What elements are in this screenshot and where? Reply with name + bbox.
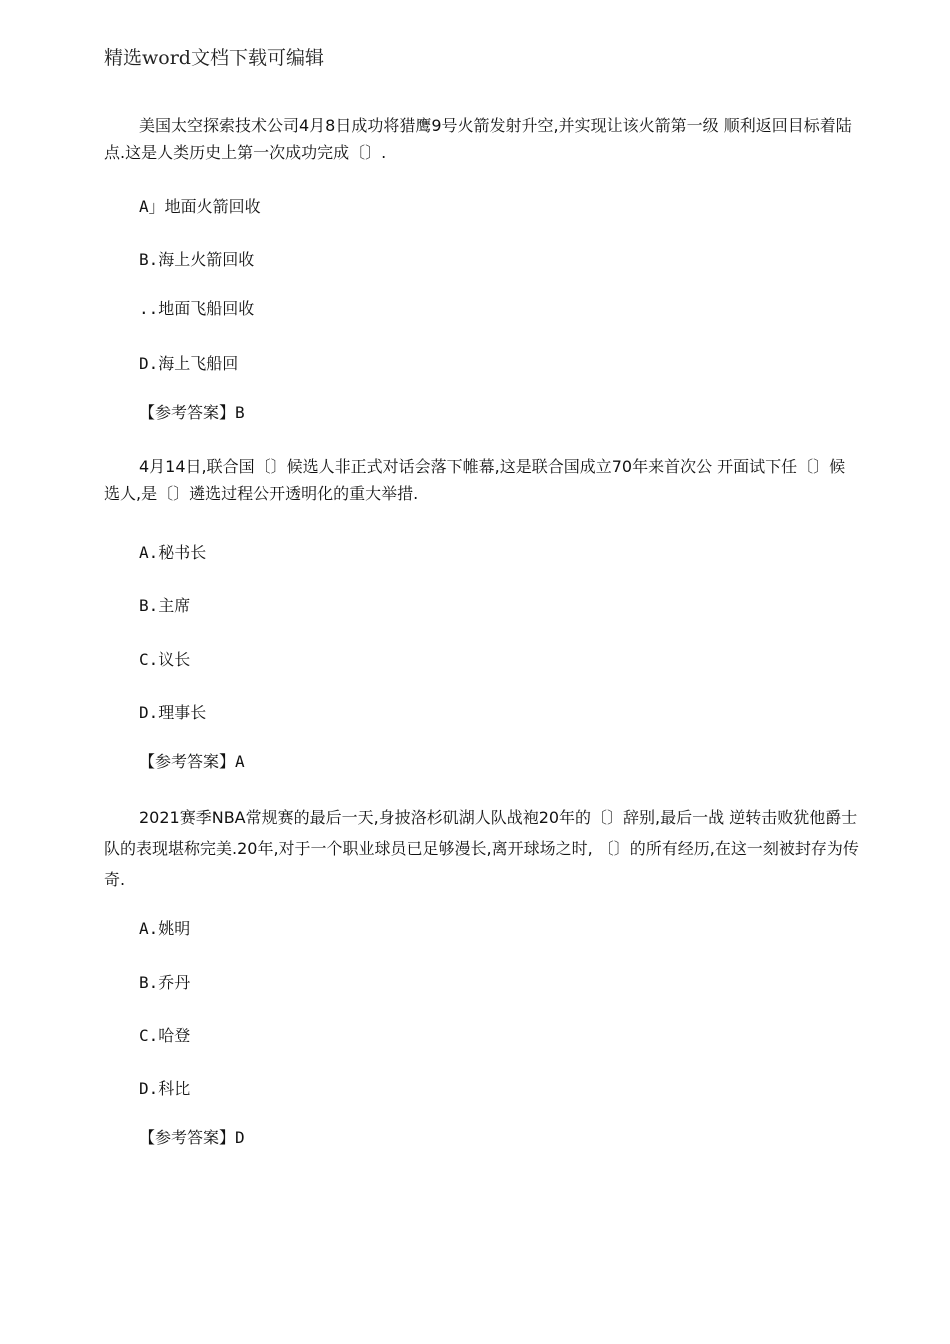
question-3-option-b: B.乔丹 (139, 973, 191, 992)
question-2-option-d: D.理事长 (139, 703, 207, 722)
question-2-option-c: C.议长 (139, 650, 191, 669)
question-3-stem (104, 802, 860, 895)
question-2-stem (104, 453, 860, 507)
question-1-stem (104, 112, 860, 166)
question-stem-text: 2021赛季NBA常规赛的最后一天,身披洛杉矶湖人队战袍20年的〔〕辞别,最后一战 逆转击败犹他爵士队的表现堪称完美.20年,对于一个职业球员已足够漫长,离开球场之时, 〔〕的所有经历,在这一刻被封存为传奇. (104, 808, 859, 889)
question-3-answer: 【参考答案】D (139, 1128, 245, 1147)
question-stem-text: 美国太空探索技术公司4月8日成功将猎鹰9号火箭发射升空,并实现让该火箭第一级 顺利返回目标着陆点.这是人类历史上第一次成功完成〔〕. (104, 116, 852, 162)
question-1-option-d: D.海上飞船回 (139, 354, 239, 373)
question-1-option-a: A」地面火箭回收 (139, 197, 261, 216)
page-header: 精选word文档下载可编辑 (104, 47, 324, 69)
question-2-option-b: B.主席 (139, 596, 191, 615)
question-stem-text: 4月14日,联合国〔〕候选人非正式对话会落下帷幕,这是联合国成立70年来首次公 开面试下任〔〕候选人,是〔〕遴选过程公开透明化的重大举措. (104, 457, 846, 503)
question-1-option-c: ..地面飞船回收 (139, 299, 255, 318)
question-1-option-b: B.海上火箭回收 (139, 250, 255, 269)
question-1-answer: 【参考答案】B (139, 403, 245, 422)
question-2-option-a: A.秘书长 (139, 543, 207, 562)
question-3-option-c: C.哈登 (139, 1026, 191, 1045)
question-3-option-a: A.姚明 (139, 919, 191, 938)
question-2-answer: 【参考答案】A (139, 752, 245, 771)
question-3-option-d: D.科比 (139, 1079, 191, 1098)
